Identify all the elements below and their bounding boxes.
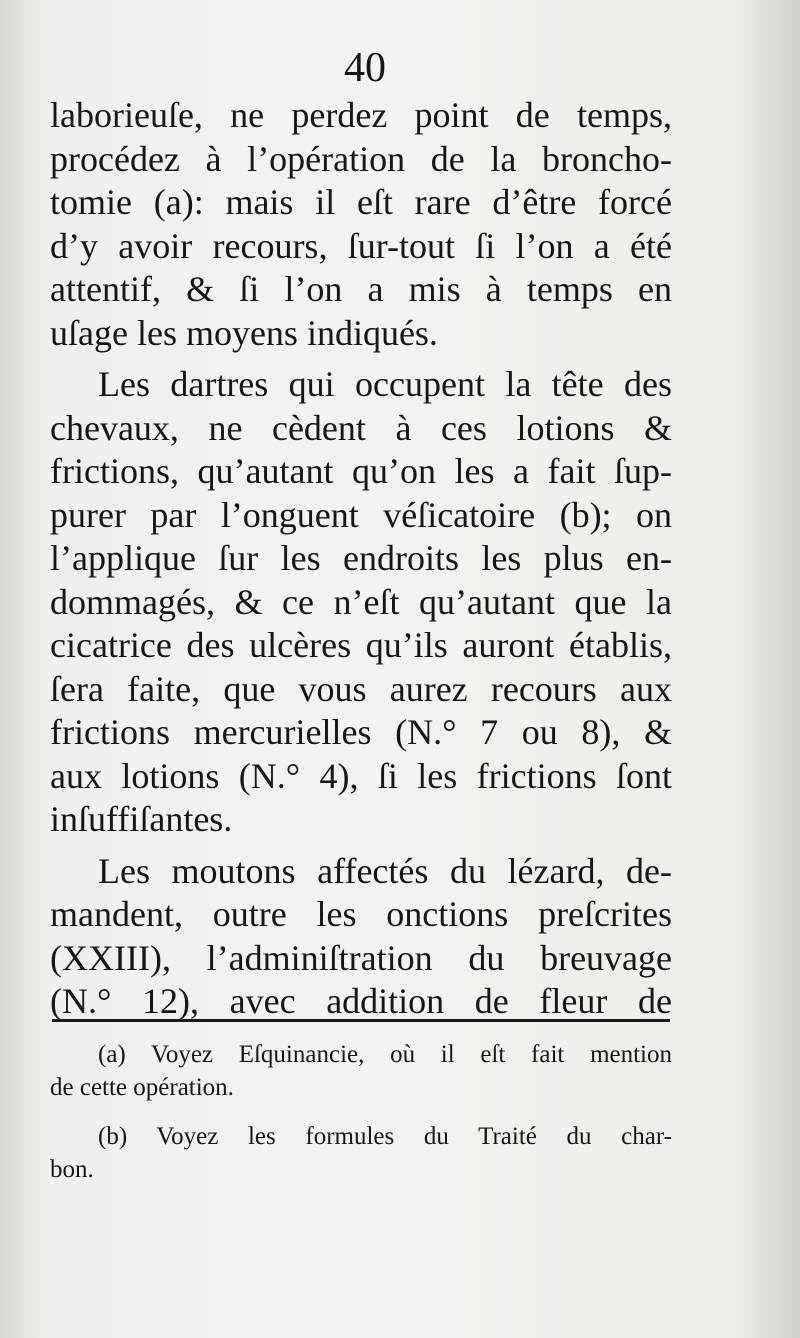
footnotes	[50, 1038, 672, 1202]
text-line: inſuffiſantes.	[50, 799, 233, 839]
text-line: procédez à l’opération de la broncho-	[50, 138, 672, 179]
text-line: dommagés, & ce n’eſt qu’autant que la	[50, 581, 672, 622]
page-number: 40	[344, 45, 386, 91]
footnote-line: de cette opération.	[50, 1074, 234, 1101]
text-line: ſera faite, que vous aurez recours aux	[50, 668, 672, 709]
text-line: (XXIII), l’adminiſtration du breuvage	[50, 937, 672, 978]
paragraph	[50, 363, 672, 842]
text-line: frictions, qu’autant qu’on les a fait ſup-	[50, 451, 672, 491]
text-line: frictions mercurielles (N.° 7 ou 8), &	[50, 712, 672, 752]
footnote-rule	[52, 1019, 670, 1022]
text-line: attentif, & ſi l’on a mis à temps en	[50, 269, 672, 309]
footnote-a	[50, 1038, 672, 1104]
paragraph	[50, 94, 672, 355]
text-line: Les dartres qui occupent la tête des	[98, 364, 672, 404]
footnote-line: (b) Voyez les formules du Traité du char-	[98, 1123, 672, 1150]
text-line: cicatrice des ulcères qu’ils auront établis,	[50, 625, 672, 665]
footnote-line: (a) Voyez Eſquinancie, où il eſt fait mention	[98, 1041, 672, 1068]
text-line: uſage les moyens indiqués.	[50, 312, 438, 353]
main-text	[50, 94, 672, 1024]
text-line: (N.° 12), avec addition de fleur de	[50, 981, 672, 1021]
text-line: purer par l’onguent véſicatoire (b); on	[50, 494, 672, 535]
paragraph	[50, 850, 672, 1024]
text-line: Les moutons affectés du lézard, de-	[98, 850, 672, 891]
text-line: tomie (a): mais il eſt rare d’être forcé	[50, 182, 672, 222]
text-line: chevaux, ne cèdent à ces lotions &	[50, 407, 672, 448]
footnote-line: bon.	[50, 1156, 94, 1183]
footnote-b	[50, 1120, 672, 1186]
text-line: mandent, outre les onctions preſcrites	[50, 894, 672, 934]
text-line: d’y avoir recours, ſur-tout ſi l’on a été	[50, 225, 672, 266]
text-line: laborieuſe, ne perdez point de temps,	[50, 95, 672, 135]
text-line: l’applique ſur les endroits les plus en-	[50, 538, 672, 578]
text-line: aux lotions (N.° 4), ſi les frictions ſont	[50, 755, 672, 796]
